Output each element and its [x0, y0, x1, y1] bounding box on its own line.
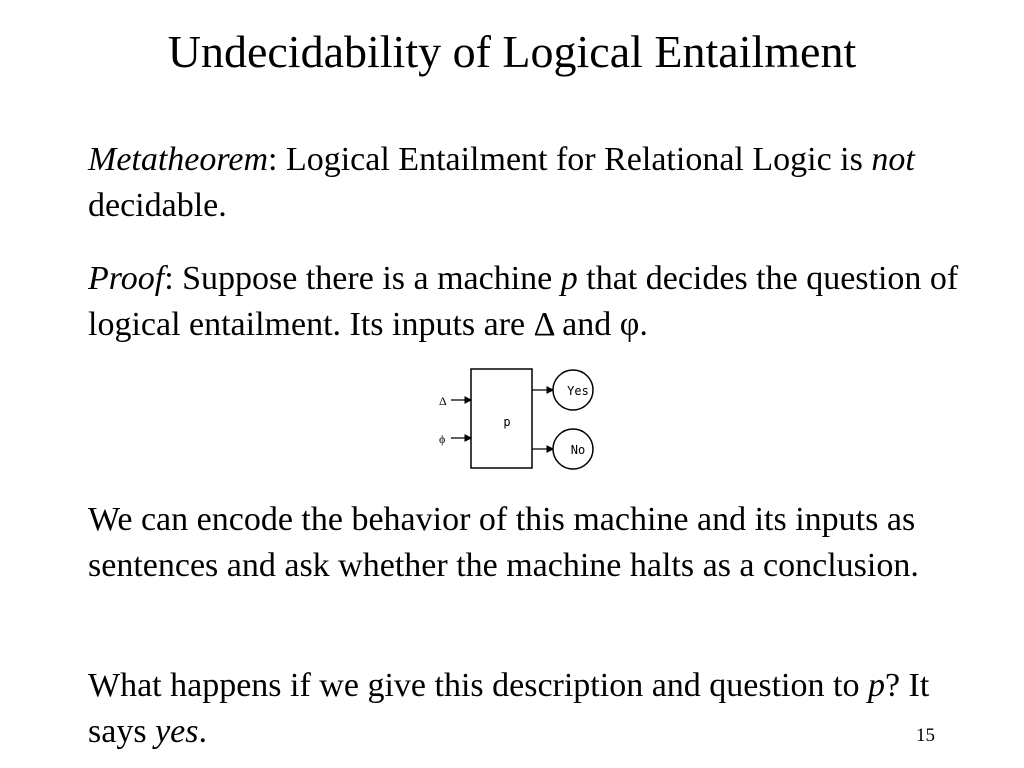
page-number: 15	[916, 725, 935, 746]
proof-text-1: : Suppose there is a machine	[164, 260, 561, 297]
encoding-paragraph: We can encode the behavior of this machine and its inputs as sentences and ask whether the machine halts as a conclusion.	[88, 501, 919, 584]
proof-text-2: that decides the question of logical entailment. Its inputs are Δ and φ.	[88, 260, 959, 343]
metatheorem-emphasis: not	[871, 141, 915, 178]
question-machine-name: p	[867, 667, 885, 704]
machine-box	[471, 369, 532, 468]
input-phi-label: ϕ	[439, 432, 446, 446]
metatheorem-paragraph	[88, 137, 978, 229]
proof-paragraph	[88, 256, 978, 348]
machine-diagram	[420, 360, 620, 480]
metatheorem-text-2: decidable.	[88, 187, 227, 224]
output-yes-label: Yes	[567, 384, 589, 398]
machine-label: p	[503, 415, 511, 429]
input-delta-label: Δ	[439, 394, 447, 408]
question-paragraph	[88, 663, 978, 755]
question-text-2: ? It says	[88, 667, 930, 750]
output-no-label: No	[570, 443, 586, 457]
proof-machine-name: p	[560, 260, 578, 297]
question-answer: yes	[155, 713, 199, 750]
slide-title: Undecidability of Logical Entailment	[167, 26, 857, 77]
metatheorem-text-1: : Logical Entailment for Relational Logic is	[268, 141, 872, 178]
machine-diagram-svg	[420, 360, 620, 480]
question-text-3: .	[198, 713, 207, 750]
metatheorem-label: Metatheorem	[88, 141, 269, 178]
question-text-1: What happens if we give this description and question to	[88, 667, 868, 704]
proof-label: Proof	[88, 260, 165, 297]
